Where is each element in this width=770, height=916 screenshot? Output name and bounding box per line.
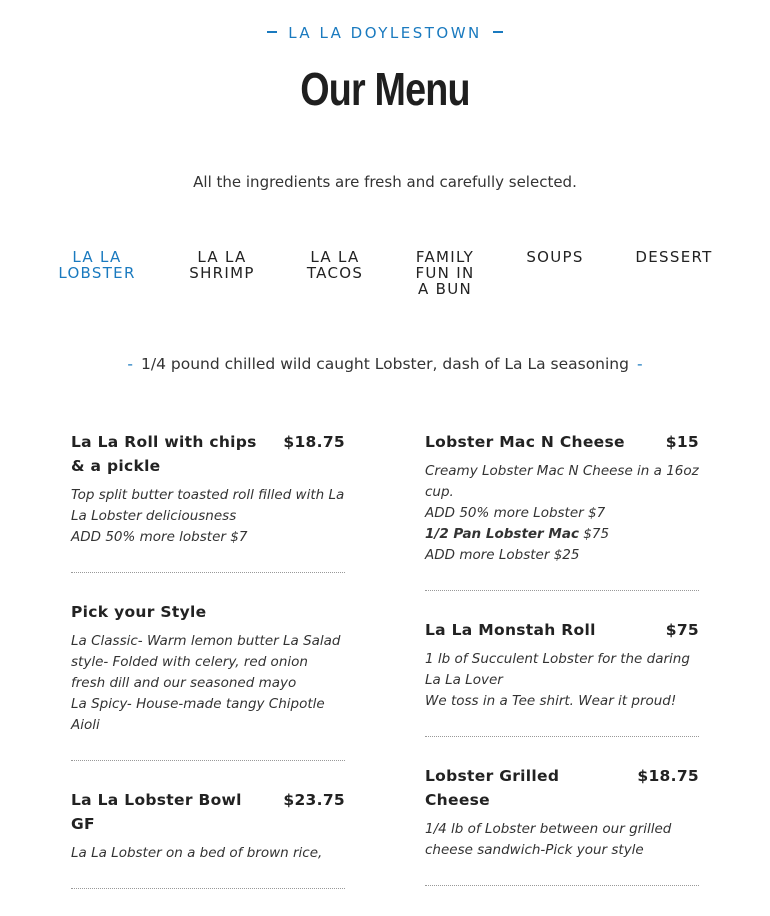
item-price: $15: [665, 433, 699, 451]
item-price: $18.75: [283, 433, 345, 451]
item-desc-line: ADD 50% more Lobster $7: [425, 505, 606, 521]
item-desc-bold-rest: $75: [578, 526, 610, 542]
item-desc-line: We toss in a Tee shirt. Wear it proud!: [425, 693, 677, 709]
eyebrow-text: LA LA DOYLESTOWN: [288, 24, 482, 42]
menu-item: [71, 788, 345, 889]
item-desc-line: La Classic- Warm lemon butter La Salad style- Folded with celery, red onion fresh dill and our seasoned mayo: [71, 633, 341, 691]
item-description: [71, 631, 345, 736]
page-subtitle: All the ingredients are fresh and carefully selected.: [193, 173, 577, 191]
item-name: Lobster Grilled Cheese: [425, 767, 560, 809]
item-price: $18.75: [637, 767, 699, 785]
tab-la-la-tacos[interactable]: LA LA TACOS: [306, 248, 364, 282]
menu-item: [71, 600, 345, 761]
eyebrow: [0, 24, 770, 42]
item-desc-bold: 1/2 Pan Lobster Mac: [425, 526, 579, 542]
section-note: [0, 355, 770, 373]
item-name: Lobster Mac N Cheese: [425, 433, 625, 451]
item-desc-line: La La Lobster on a bed of brown rice,: [71, 845, 323, 861]
menu-item: [425, 430, 699, 591]
item-price: $23.75: [283, 791, 345, 809]
item-desc-line: ADD more Lobster $25: [425, 547, 580, 563]
item-name: Pick your Style: [71, 603, 207, 621]
menu-column-right: [425, 430, 699, 913]
item-name: La La Roll with chips & a pickle: [71, 433, 257, 475]
menu-item: [425, 764, 699, 886]
item-desc-line: [425, 524, 699, 545]
item-desc-line: 1 lb of Succulent Lobster for the daring La La Lover: [425, 651, 690, 688]
menu-item: [71, 430, 345, 573]
item-name: La La Monstah Roll: [425, 621, 596, 639]
menu-column-left: [71, 430, 345, 916]
item-name: La La Lobster Bowl GF: [71, 791, 242, 833]
item-description: [71, 843, 345, 864]
item-desc-line: Top split butter toasted roll filled with La La Lobster deliciousness: [71, 487, 345, 524]
note-dash-right: -: [636, 355, 643, 373]
tab-la-la-lobster[interactable]: LA LA LOBSTER: [58, 248, 136, 282]
menu-item: [425, 618, 699, 737]
note-text: 1/4 pound chilled wild caught Lobster, dash of La La seasoning: [141, 355, 629, 373]
eyebrow-dash-right: [493, 31, 503, 33]
eyebrow-dash-left: [267, 31, 277, 33]
item-price: $75: [665, 621, 699, 639]
tab-soups[interactable]: SOUPS: [526, 248, 584, 266]
item-description: [425, 819, 699, 861]
tab-family-fun-in-a-bun[interactable]: FAMILY FUN IN A BUN: [415, 248, 475, 298]
note-dash-left: -: [127, 355, 134, 373]
item-desc-line: ADD 50% more lobster $7: [71, 529, 248, 545]
tab-la-la-shrimp[interactable]: LA LA SHRIMP: [189, 248, 255, 282]
tab-dessert[interactable]: DESSERT: [635, 248, 713, 266]
item-description: [425, 461, 699, 566]
item-desc-line: La Spicy- House-made tangy Chipotle Aioli: [71, 696, 325, 733]
item-desc-line: Creamy Lobster Mac N Cheese in a 16oz cup.: [425, 463, 699, 500]
item-description: [425, 649, 699, 712]
menu-category-tabs: [0, 249, 770, 309]
item-desc-line: 1/4 lb of Lobster between our grilled cheese sandwich-Pick your style: [425, 821, 672, 858]
item-description: [71, 485, 345, 548]
page-title: Our Menu: [300, 63, 470, 115]
